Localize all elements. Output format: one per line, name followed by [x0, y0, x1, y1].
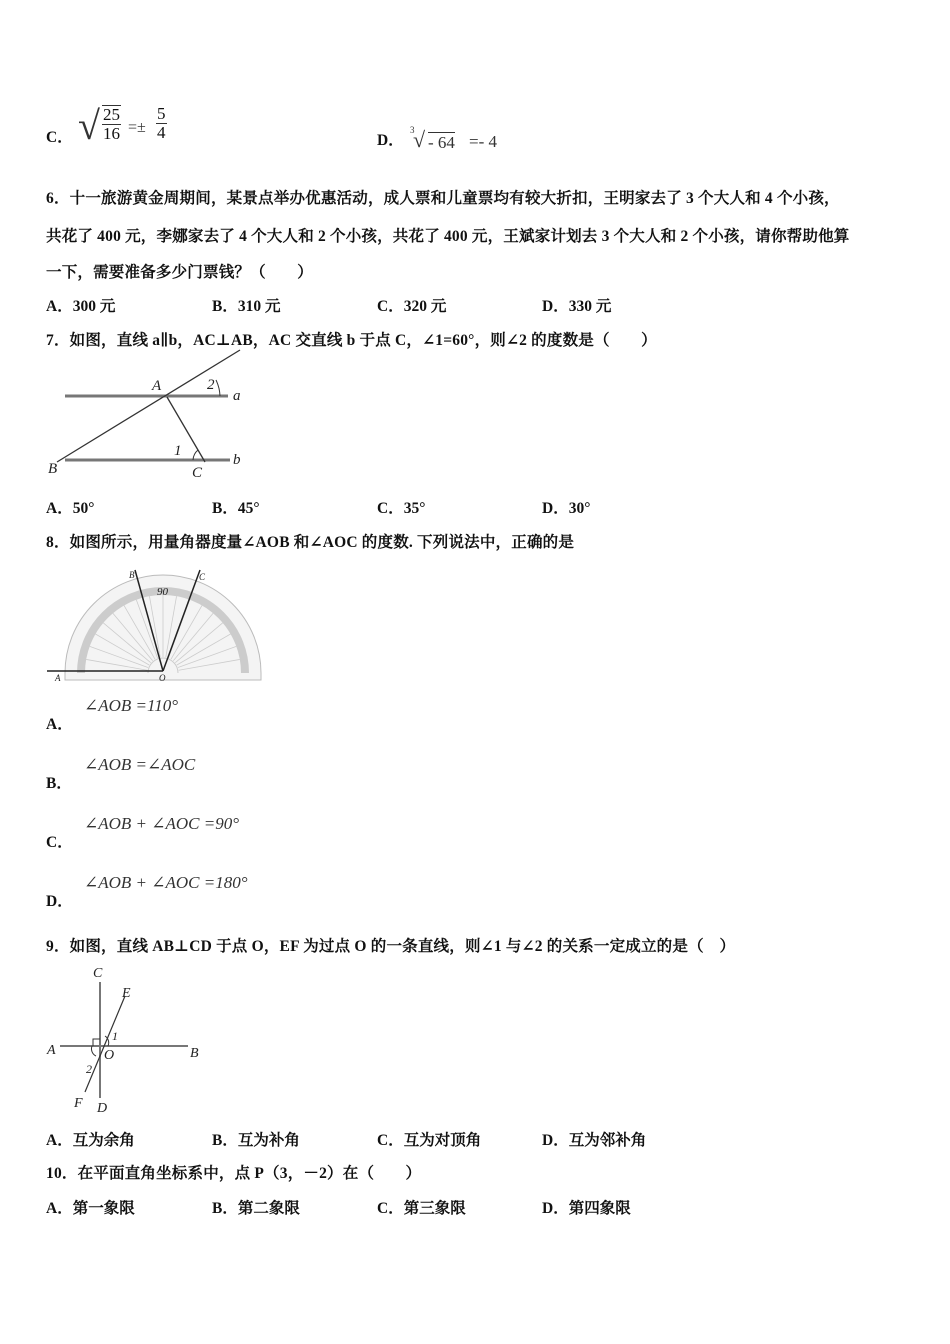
radicand: - 64 [428, 133, 455, 152]
option-letter: C． [46, 834, 73, 851]
numerator: 5 [157, 104, 166, 123]
label-o: O [104, 1048, 115, 1063]
q10-option-b: B．第二象限 [212, 1200, 300, 1217]
line-ef [85, 996, 125, 1092]
q9-option-b: B．互为补角 [212, 1132, 300, 1149]
q7-stem: 7．如图，直线 a∥b，AC⊥AB，AC 交直线 b 于点 C，∠1=60°，则∠2 的度数是（ ） [46, 332, 657, 349]
label-a: A [47, 1043, 56, 1058]
root-sign: √ [413, 127, 426, 152]
q9-option-c: C．互为对顶角 [377, 1132, 482, 1149]
option-letter: A． [46, 716, 73, 733]
line-ba [57, 350, 240, 462]
q6-option-c: C．320 元 [377, 298, 447, 315]
rhs: =- 4 [469, 132, 497, 151]
option-expression: ∠AOB =∠AOC [84, 755, 196, 774]
label-c: C [199, 572, 206, 582]
label-line-a: a [233, 388, 241, 404]
q6-stem-line3: 一下，需要准备多少门票钱？（ ） [46, 264, 313, 281]
option-letter: C． [46, 129, 73, 146]
label-o: O [159, 673, 166, 683]
q7-figure [40, 360, 260, 485]
root-index: 3 [410, 125, 415, 135]
q6-option-a: A．300 元 [46, 298, 116, 315]
q9-stem: 9．如图，直线 AB⊥CD 于点 O，EF 为过点 O 的一条直线，则∠1 与∠2 的关系一定成立的是（ ） [46, 938, 736, 955]
label-a: A [55, 673, 61, 683]
q10-option-c: C．第三象限 [377, 1200, 466, 1217]
q7-option-a: A．50° [46, 500, 95, 517]
label-c: C [93, 966, 103, 981]
option-letter: D． [46, 893, 73, 910]
label-a-point: A [152, 378, 162, 394]
q9-figure [40, 962, 220, 1122]
label-b: B [190, 1046, 199, 1061]
label-e: E [122, 986, 131, 1001]
q7-option-c: C．35° [377, 500, 426, 517]
label-angle-2: 2 [207, 377, 215, 393]
label-angle-2: 2 [86, 1062, 92, 1076]
q7-option-b: B．45° [212, 500, 260, 517]
q8-protractor-figure [45, 565, 270, 685]
q6-option-b: B．310 元 [212, 298, 281, 315]
denominator: 16 [103, 124, 120, 143]
q10-stem: 10．在平面直角坐标系中，点 P（3，－2）在（ ） [46, 1165, 422, 1182]
q6-option-d: D．330 元 [542, 298, 612, 315]
right-angle-mark [93, 1039, 100, 1046]
option-expression: ∠AOB =110° [84, 696, 179, 715]
option-letter: D． [377, 132, 404, 149]
label-90: 90 [157, 586, 168, 598]
option-letter: B． [46, 775, 72, 792]
segment-ac [167, 397, 205, 462]
q7-option-d: D．30° [542, 500, 591, 517]
label-b-point: B [48, 461, 58, 477]
label-angle-1: 1 [174, 443, 182, 459]
label-f: F [74, 1096, 83, 1111]
rhs-fraction [156, 105, 167, 142]
q6-stem-line1: 6．十一旅游黄金周期间，某景点举办优惠活动，成人票和儿童票均有较大折扣，王明家去了 3 个大人和 4 个小孩， [46, 190, 840, 207]
q6-stem-line2: 共花了 400 元，李娜家去了 4 个大人和 2 个小孩，共花了 400 元，王斌家计划去 3 个大人和 2 个小孩，请你帮助他算 [46, 228, 850, 245]
equals-plusminus: =± [128, 119, 146, 136]
label-b: B [129, 570, 135, 580]
option-expression: ∠AOB + ∠AOC =180° [84, 873, 248, 892]
angle-2-arc [216, 380, 220, 396]
q9-option-a: A．互为余角 [46, 1132, 135, 1149]
denominator: 4 [157, 123, 166, 142]
label-c-point: C [192, 465, 203, 481]
label-angle-1: 1 [112, 1029, 118, 1043]
q10-option-d: D．第四象限 [542, 1200, 631, 1217]
q8-stem: 8．如图所示，用量角器度量∠AOB 和∠AOC 的度数. 下列说法中，正确的是 [46, 534, 575, 551]
label-d: D [97, 1101, 108, 1116]
q9-option-d: D．互为邻补角 [542, 1132, 647, 1149]
sqrt-sign: √ [78, 103, 100, 148]
radicand-fraction [102, 105, 121, 143]
numerator: 25 [103, 105, 120, 124]
label-line-b: b [233, 452, 241, 468]
q10-option-a: A．第一象限 [46, 1200, 135, 1217]
option-expression: ∠AOB + ∠AOC =90° [84, 814, 240, 833]
